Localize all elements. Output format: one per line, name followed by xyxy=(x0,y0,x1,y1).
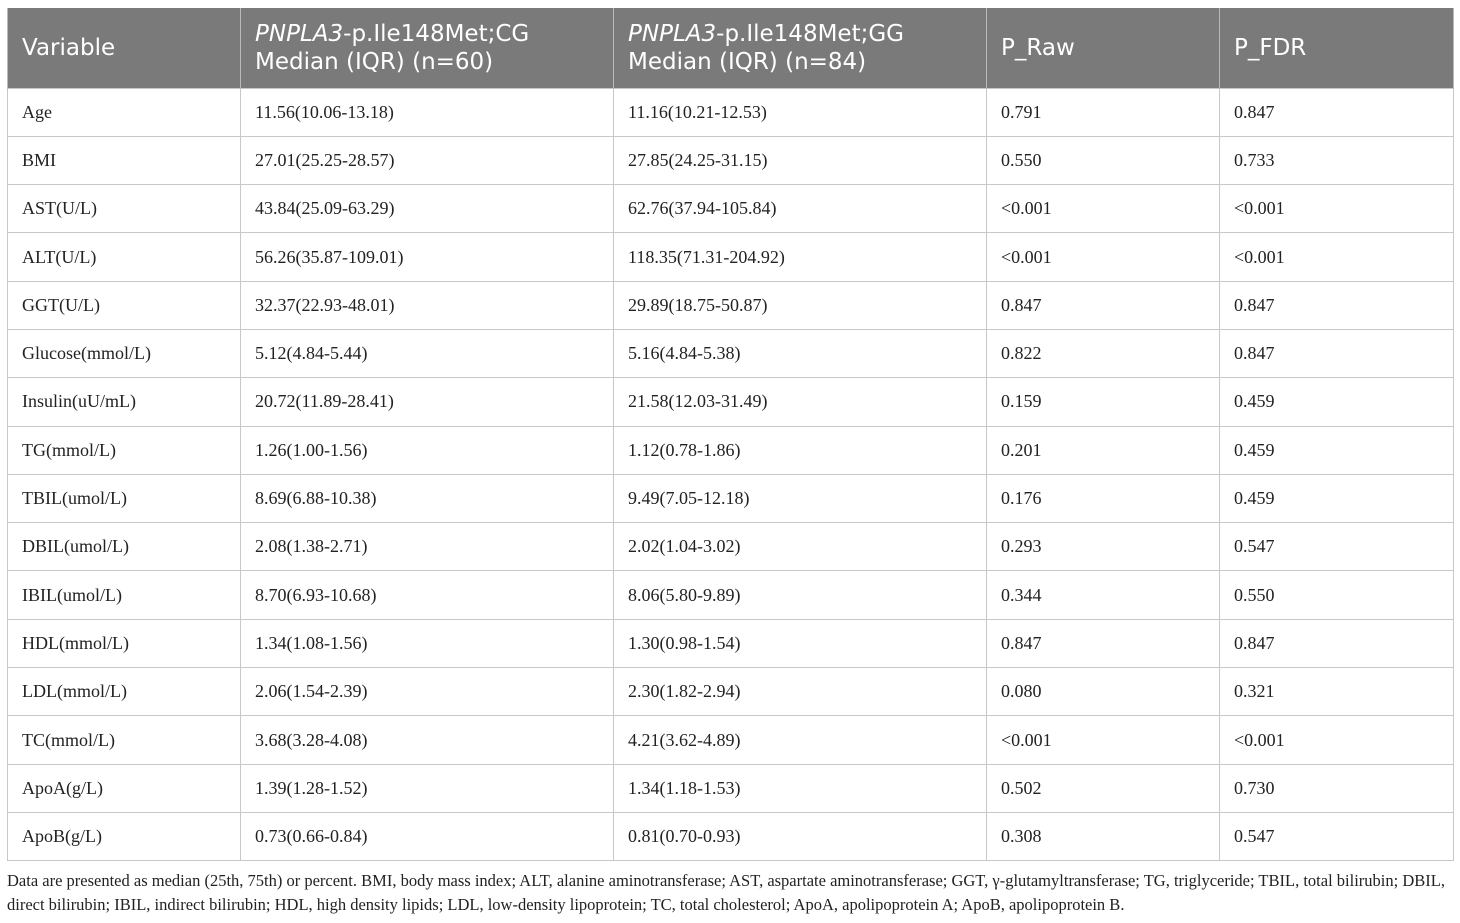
cell-p-raw: 0.344 xyxy=(987,571,1220,619)
header-gg-variant: -p.Ile148Met;GG xyxy=(716,20,904,47)
cell-variable: Insulin(uU/mL) xyxy=(8,378,241,426)
header-p-raw: P_Raw xyxy=(987,8,1220,88)
cell-p-raw: 0.550 xyxy=(987,136,1220,184)
table-row xyxy=(8,764,1454,812)
cell-variable: TC(mmol/L) xyxy=(8,716,241,764)
table-row xyxy=(8,523,1454,571)
cell-p-fdr: 0.730 xyxy=(1220,764,1454,812)
cell-p-fdr: 0.847 xyxy=(1220,88,1454,136)
cell-p-fdr: 0.547 xyxy=(1220,812,1454,860)
cell-cg-median: 43.84(25.09-63.29) xyxy=(241,185,614,233)
table-row xyxy=(8,185,1454,233)
cell-cg-median: 2.06(1.54-2.39) xyxy=(241,668,614,716)
cell-cg-median: 11.56(10.06-13.18) xyxy=(241,88,614,136)
cell-p-raw: <0.001 xyxy=(987,185,1220,233)
cell-p-fdr: 0.547 xyxy=(1220,523,1454,571)
cell-gg-median: 1.34(1.18-1.53) xyxy=(614,764,987,812)
cell-cg-median: 27.01(25.25-28.57) xyxy=(241,136,614,184)
header-variable: Variable xyxy=(8,8,241,88)
cell-cg-median: 8.69(6.88-10.38) xyxy=(241,474,614,522)
cell-p-raw: 0.201 xyxy=(987,426,1220,474)
table-row xyxy=(8,571,1454,619)
cell-p-raw: 0.176 xyxy=(987,474,1220,522)
cell-p-fdr: 0.459 xyxy=(1220,474,1454,522)
results-table xyxy=(7,8,1454,861)
table-header xyxy=(8,8,1454,88)
cell-cg-median: 32.37(22.93-48.01) xyxy=(241,281,614,329)
header-cg-gene: PNPLA3 xyxy=(255,20,344,47)
cell-p-raw: <0.001 xyxy=(987,716,1220,764)
cell-p-fdr: <0.001 xyxy=(1220,716,1454,764)
cell-p-raw: 0.822 xyxy=(987,329,1220,377)
cell-p-fdr: 0.847 xyxy=(1220,281,1454,329)
table-row xyxy=(8,619,1454,667)
table-row xyxy=(8,426,1454,474)
header-p-fdr: P_FDR xyxy=(1220,8,1454,88)
table-row xyxy=(8,88,1454,136)
cell-p-raw: 0.159 xyxy=(987,378,1220,426)
cell-gg-median: 1.12(0.78-1.86) xyxy=(614,426,987,474)
cell-gg-median: 29.89(18.75-50.87) xyxy=(614,281,987,329)
header-cg-variant: -p.Ile148Met;CG xyxy=(343,20,530,47)
cell-variable: DBIL(umol/L) xyxy=(8,523,241,571)
header-gg-subtitle: Median (IQR) (n=84) xyxy=(628,48,867,75)
cell-variable: Glucose(mmol/L) xyxy=(8,329,241,377)
header-gg-genotype xyxy=(614,8,987,88)
cell-variable: AST(U/L) xyxy=(8,185,241,233)
cell-variable: HDL(mmol/L) xyxy=(8,619,241,667)
cell-gg-median: 8.06(5.80-9.89) xyxy=(614,571,987,619)
table-row xyxy=(8,474,1454,522)
cell-variable: IBIL(umol/L) xyxy=(8,571,241,619)
table-row xyxy=(8,281,1454,329)
cell-p-raw: 0.791 xyxy=(987,88,1220,136)
cell-variable: LDL(mmol/L) xyxy=(8,668,241,716)
cell-p-raw: 0.293 xyxy=(987,523,1220,571)
cell-gg-median: 118.35(71.31-204.92) xyxy=(614,233,987,281)
cell-p-fdr: 0.733 xyxy=(1220,136,1454,184)
table-row xyxy=(8,378,1454,426)
cell-gg-median: 11.16(10.21-12.53) xyxy=(614,88,987,136)
cell-gg-median: 2.30(1.82-2.94) xyxy=(614,668,987,716)
cell-cg-median: 2.08(1.38-2.71) xyxy=(241,523,614,571)
table-row xyxy=(8,136,1454,184)
cell-gg-median: 2.02(1.04-3.02) xyxy=(614,523,987,571)
cell-variable: Age xyxy=(8,88,241,136)
cell-gg-median: 21.58(12.03-31.49) xyxy=(614,378,987,426)
header-row xyxy=(8,8,1454,88)
cell-gg-median: 62.76(37.94-105.84) xyxy=(614,185,987,233)
cell-gg-median: 4.21(3.62-4.89) xyxy=(614,716,987,764)
cell-gg-median: 1.30(0.98-1.54) xyxy=(614,619,987,667)
cell-p-fdr: <0.001 xyxy=(1220,233,1454,281)
cell-p-fdr: 0.321 xyxy=(1220,668,1454,716)
cell-gg-median: 0.81(0.70-0.93) xyxy=(614,812,987,860)
table-row xyxy=(8,812,1454,860)
table-row xyxy=(8,716,1454,764)
cell-variable: TBIL(umol/L) xyxy=(8,474,241,522)
cell-variable: TG(mmol/L) xyxy=(8,426,241,474)
cell-variable: BMI xyxy=(8,136,241,184)
table-footnote: Data are presented as median (25th, 75th) or percent. BMI, body mass index; ALT, alanine aminotransferase; AST, aspartate aminotransferase; GGT, γ-glutamyltransferase; TG, triglyceride; TBIL, total bilirubin; DBIL, direct bilirubin; IBIL, indirect bilirubin; HDL, high density lipids; LDL, low-density lipoprotein; TC, total cholesterol; ApoA, apolipoprotein A; ApoB, apolipoprotein B. xyxy=(7,871,1445,914)
cell-p-raw: 0.847 xyxy=(987,619,1220,667)
cell-cg-median: 0.73(0.66-0.84) xyxy=(241,812,614,860)
cell-variable: ALT(U/L) xyxy=(8,233,241,281)
header-gg-gene: PNPLA3 xyxy=(628,20,717,47)
header-cg-genotype xyxy=(241,8,614,88)
cell-p-raw: 0.847 xyxy=(987,281,1220,329)
cell-p-fdr: 0.847 xyxy=(1220,329,1454,377)
cell-variable: ApoB(g/L) xyxy=(8,812,241,860)
cell-cg-median: 8.70(6.93-10.68) xyxy=(241,571,614,619)
cell-cg-median: 5.12(4.84-5.44) xyxy=(241,329,614,377)
cell-p-fdr: 0.550 xyxy=(1220,571,1454,619)
cell-p-raw: 0.308 xyxy=(987,812,1220,860)
header-cg-subtitle: Median (IQR) (n=60) xyxy=(255,48,494,75)
cell-gg-median: 27.85(24.25-31.15) xyxy=(614,136,987,184)
cell-p-raw: <0.001 xyxy=(987,233,1220,281)
cell-p-fdr: <0.001 xyxy=(1220,185,1454,233)
cell-cg-median: 1.34(1.08-1.56) xyxy=(241,619,614,667)
table-row xyxy=(8,329,1454,377)
results-table-container xyxy=(7,8,1453,861)
cell-gg-median: 5.16(4.84-5.38) xyxy=(614,329,987,377)
cell-cg-median: 3.68(3.28-4.08) xyxy=(241,716,614,764)
cell-cg-median: 1.26(1.00-1.56) xyxy=(241,426,614,474)
table-body xyxy=(8,88,1454,861)
cell-cg-median: 1.39(1.28-1.52) xyxy=(241,764,614,812)
cell-p-raw: 0.080 xyxy=(987,668,1220,716)
cell-p-fdr: 0.459 xyxy=(1220,378,1454,426)
cell-p-raw: 0.502 xyxy=(987,764,1220,812)
cell-variable: ApoA(g/L) xyxy=(8,764,241,812)
cell-p-fdr: 0.459 xyxy=(1220,426,1454,474)
cell-cg-median: 20.72(11.89-28.41) xyxy=(241,378,614,426)
cell-gg-median: 9.49(7.05-12.18) xyxy=(614,474,987,522)
table-row xyxy=(8,233,1454,281)
cell-p-fdr: 0.847 xyxy=(1220,619,1454,667)
cell-cg-median: 56.26(35.87-109.01) xyxy=(241,233,614,281)
cell-variable: GGT(U/L) xyxy=(8,281,241,329)
table-row xyxy=(8,668,1454,716)
